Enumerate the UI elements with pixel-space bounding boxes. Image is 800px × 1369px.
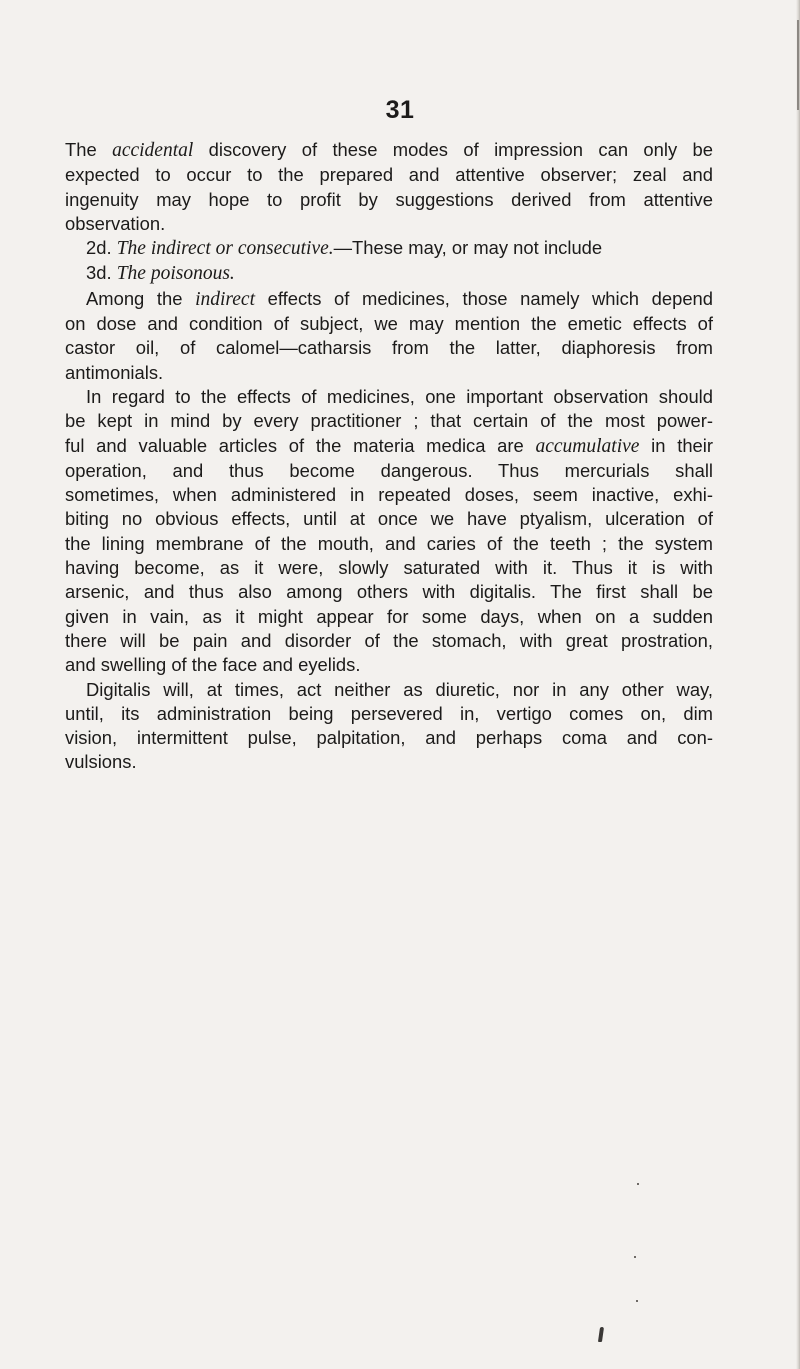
text-run: there will be pain and disorder of the stomach, with great prostration, xyxy=(65,629,713,651)
text-line xyxy=(65,434,713,459)
text-run: and swelling of the face and eyelids. xyxy=(65,654,361,676)
text-line xyxy=(65,287,713,312)
text-run: In regard to the effects of medicines, one important observation should xyxy=(86,385,713,407)
text-line xyxy=(65,138,713,163)
text-line xyxy=(65,188,713,212)
text-run: ful and valuable articles of the materia medica are xyxy=(65,434,536,456)
text-line xyxy=(65,678,713,702)
text-line xyxy=(65,580,713,604)
body-text xyxy=(65,138,713,775)
text-run: until, its administration being persevered in, vertigo comes on, dim xyxy=(65,702,713,724)
text-run: castor oil, of calomel—catharsis from the latter, diaphoresis from xyxy=(65,337,713,359)
text-line xyxy=(65,163,713,187)
text-run: having become, as it were, slowly saturated with it. Thus it is with xyxy=(65,557,713,579)
text-line xyxy=(65,212,713,236)
text-run: in their xyxy=(639,434,713,456)
text-run: vision, intermittent pulse, palpitation, and perhaps coma and con- xyxy=(65,727,713,749)
text-run: Digitalis will, at times, act neither as diuretic, nor in any other way, xyxy=(86,678,713,700)
text-run: antimonials. xyxy=(65,361,164,383)
text-line xyxy=(65,385,713,409)
text-line xyxy=(65,629,713,653)
text-run: be kept in mind by every practitioner ; that certain of the most power- xyxy=(65,410,713,432)
text-line xyxy=(65,261,713,286)
text-run: arsenic, and thus also among others with digitalis. The first shall be xyxy=(65,581,713,603)
text-run: The xyxy=(65,139,113,160)
text-run: expected to occur to the prepared and attentive observer; zeal and xyxy=(65,164,713,186)
italic-phrase: indirect xyxy=(195,288,255,310)
text-line xyxy=(65,702,713,726)
italic-phrase: The poisonous. xyxy=(116,263,235,285)
text-run: sometimes, when administered in repeated doses, seem inactive, exhi- xyxy=(65,484,713,506)
text-line xyxy=(65,532,713,556)
italic-phrase: accumulative xyxy=(535,435,640,457)
text-run: effects of medicines, those namely which depend xyxy=(255,287,713,309)
text-line xyxy=(65,726,713,750)
text-run: 3d. xyxy=(86,262,117,284)
text-line xyxy=(65,605,713,629)
text-line xyxy=(65,556,713,580)
ink-mark xyxy=(598,1327,604,1342)
text-run: Among the xyxy=(86,287,196,309)
speck xyxy=(637,1183,639,1185)
text-line xyxy=(65,361,713,385)
text-line xyxy=(65,236,713,261)
text-run: biting no obvious effects, until at once we have ptyalism, ulceration of xyxy=(65,508,713,530)
text-run: observation. xyxy=(65,212,166,234)
italic-phrase: The indirect or consecutive. xyxy=(116,238,334,260)
text-line xyxy=(65,653,713,677)
page-edge-shadow xyxy=(796,0,800,1369)
text-run: 2d. xyxy=(86,237,117,259)
text-run: discovery of these modes of impression can only be xyxy=(193,139,713,160)
text-run: operation, and thus become dangerous. Thus mercurials shall xyxy=(65,459,713,481)
text-line xyxy=(65,409,713,433)
text-line xyxy=(65,336,713,360)
text-run: vulsions. xyxy=(65,751,137,773)
text-line xyxy=(65,459,713,483)
text-line xyxy=(65,312,713,336)
text-run: given in vain, as it might appear for some days, when on a sudden xyxy=(65,605,713,627)
text-run: on dose and condition of subject, we may mention the emetic effects of xyxy=(65,313,713,335)
page-number: 31 xyxy=(385,96,415,124)
speck xyxy=(634,1256,636,1258)
text-run: ingenuity may hope to profit by suggestions derived from attentive xyxy=(65,188,713,210)
text-line xyxy=(65,483,713,507)
italic-phrase: accidental xyxy=(112,140,194,161)
text-run: —These may, or may not include xyxy=(333,237,603,259)
text-run: the lining membrane of the mouth, and caries of the teeth ; the system xyxy=(65,532,713,554)
text-line xyxy=(65,750,713,774)
speck xyxy=(636,1300,638,1302)
text-line xyxy=(65,507,713,531)
